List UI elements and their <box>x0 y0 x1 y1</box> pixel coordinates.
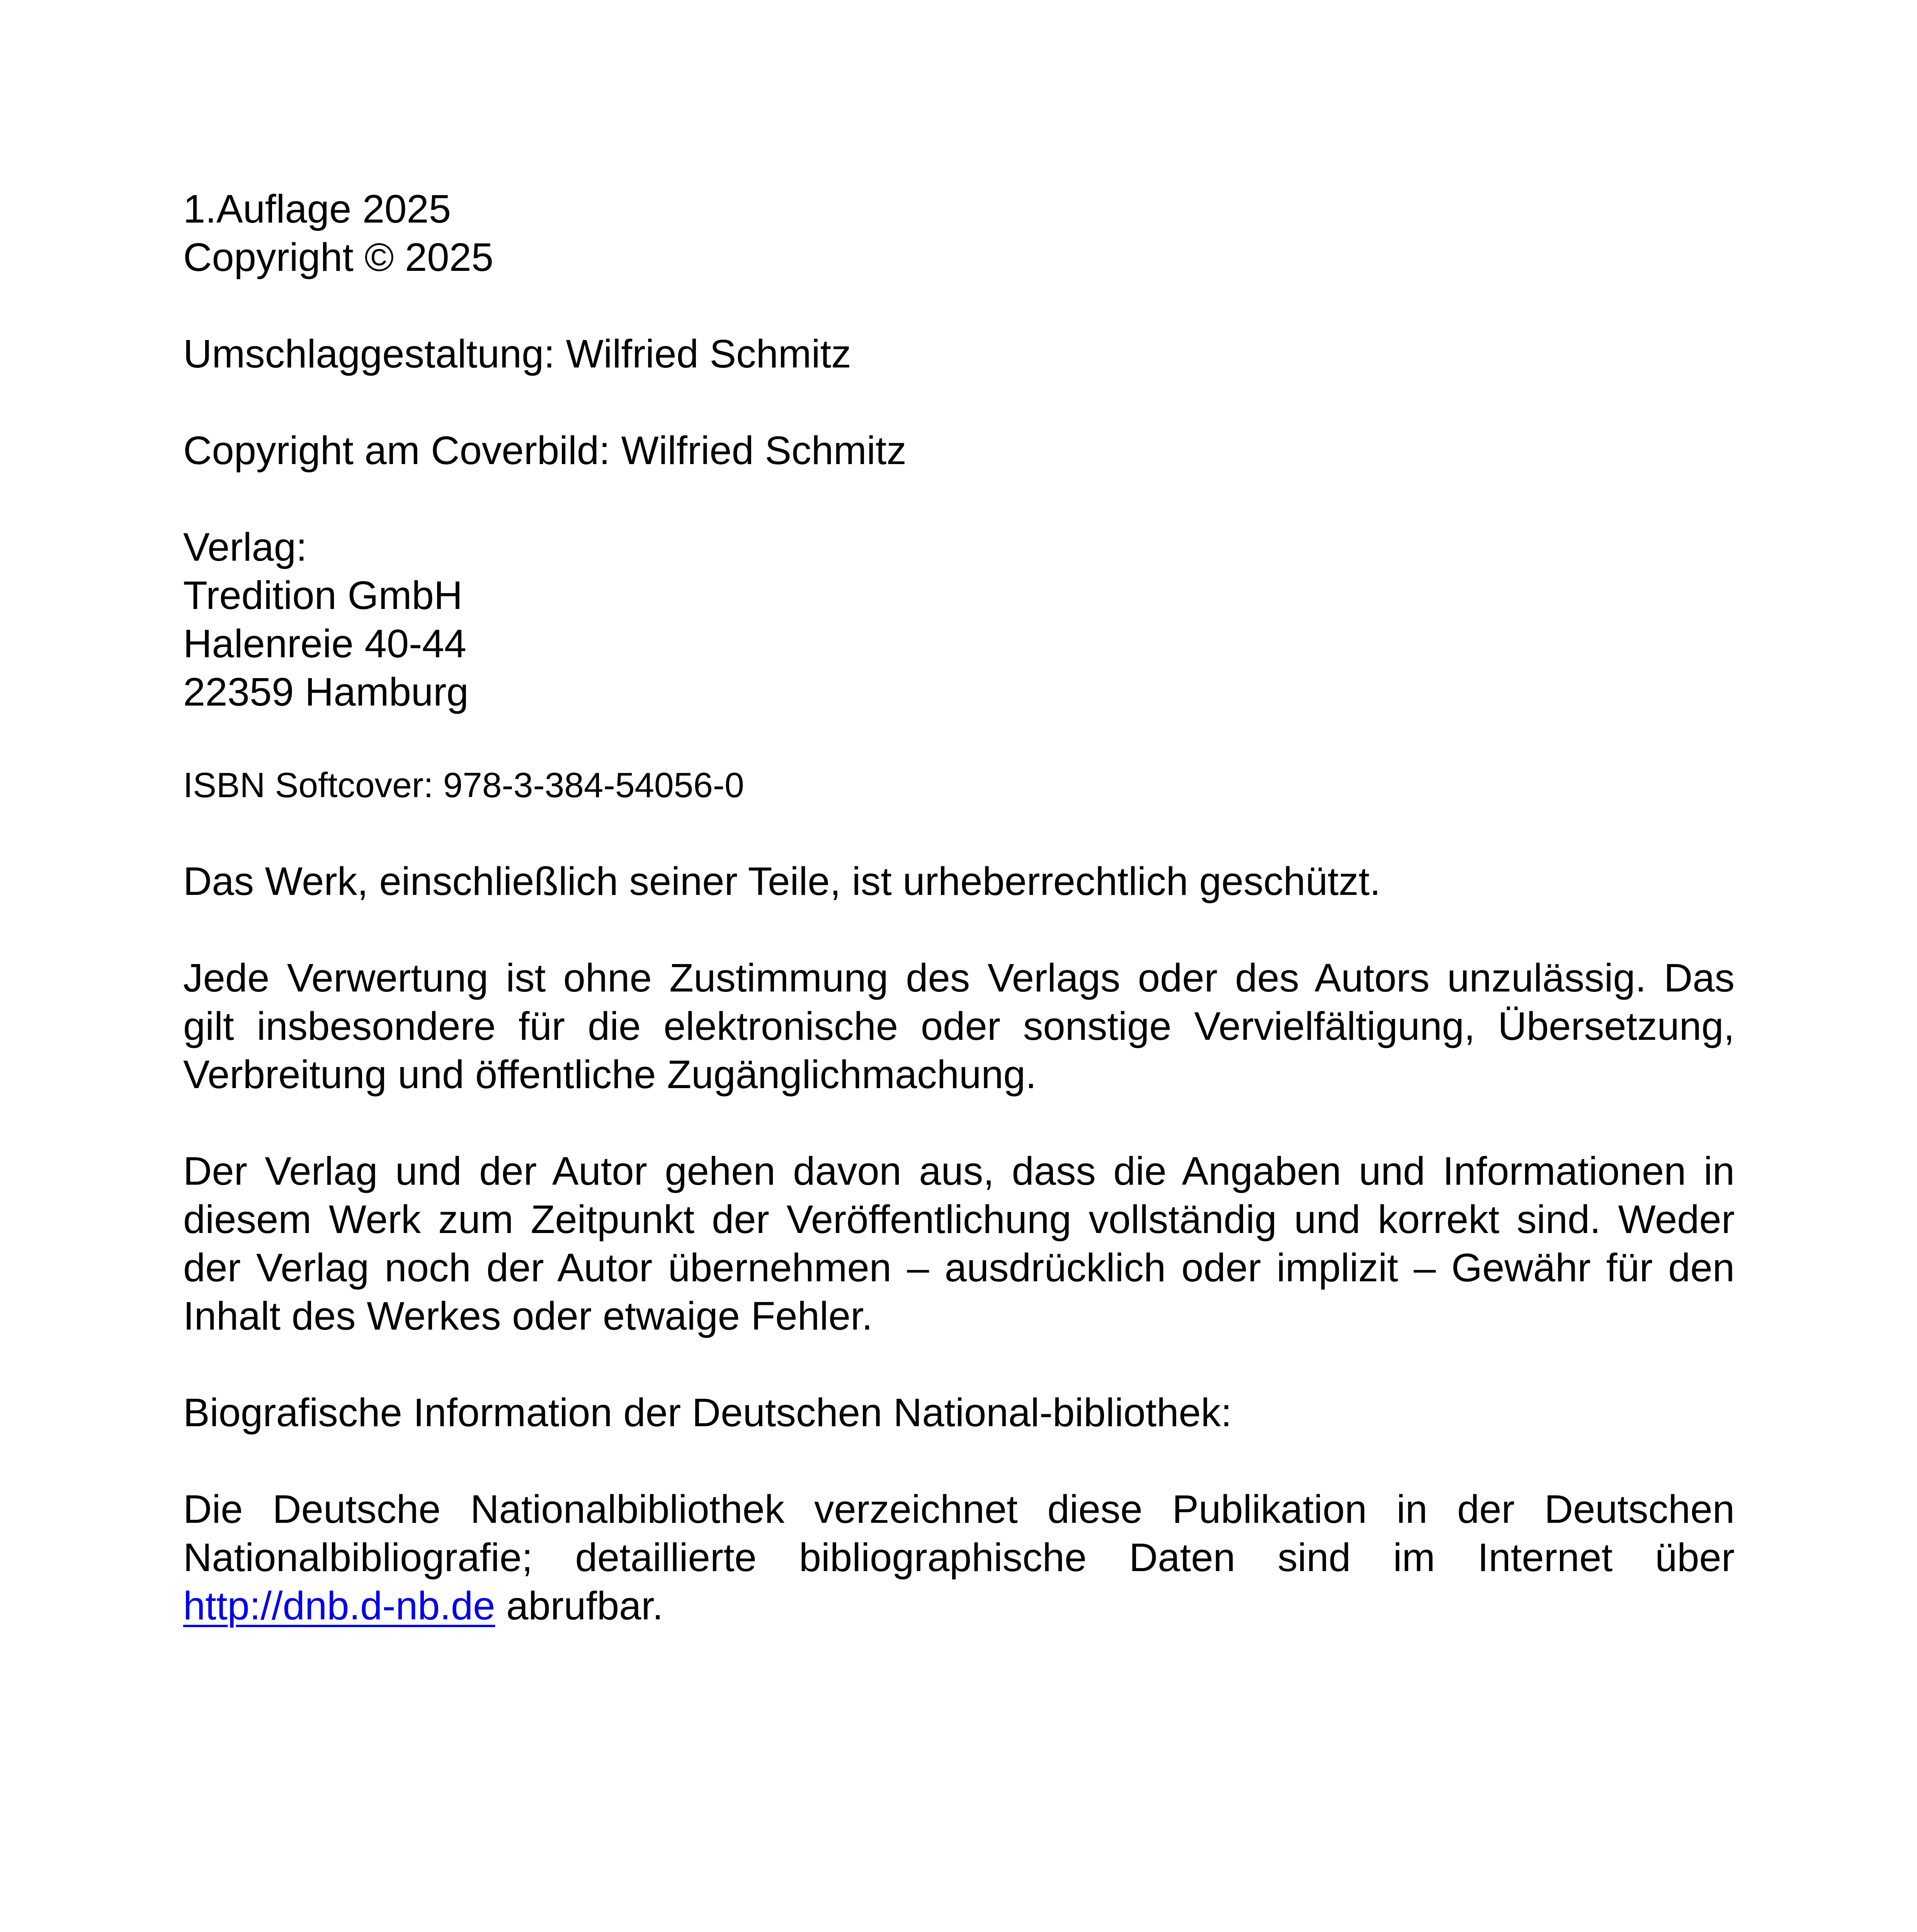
dnb-paragraph-last-line <box>183 1582 1735 1630</box>
copyright-line: Copyright © 2025 <box>183 235 494 279</box>
cover-copyright-line: Copyright am Coverbild: Wilfried Schmitz <box>183 428 907 473</box>
usage-paragraph-line: Verbreitung und öffentliche Zugänglichmachung. <box>183 1052 1037 1097</box>
dnb-paragraph-line: Nationalbibliografie; detaillierte bibliographische Daten sind im Internet über <box>183 1535 1735 1580</box>
dnb-link[interactable]: http://dnb.d-nb.de <box>183 1583 495 1628</box>
edition-block <box>183 185 1735 281</box>
publisher-block <box>183 523 1735 716</box>
liability-paragraph <box>183 1147 1735 1340</box>
publisher-street: Halenreie 40-44 <box>183 621 466 666</box>
publisher-label: Verlag: <box>183 525 307 569</box>
dnb-paragraph-line: Die Deutsche Nationalbibliothek verzeichnet diese Publikation in der Deutschen <box>183 1487 1735 1531</box>
edition-line: 1.Auflage 2025 <box>183 187 451 231</box>
liability-paragraph-line: Der Verlag und der Autor gehen davon aus, dass die Angaben und Informationen in <box>183 1149 1735 1193</box>
bibliographic-heading: Biografische Information der Deutschen National-bibliothek: <box>183 1390 1232 1435</box>
publisher-name: Tredition GmbH <box>183 573 463 617</box>
publisher-city: 22359 Hamburg <box>183 670 469 714</box>
dnb-paragraph-tail: abrufbar. <box>495 1583 663 1628</box>
liability-paragraph-line: der Verlag noch der Autor übernehmen – ausdrücklich oder implizit – Gewähr für den <box>183 1245 1735 1290</box>
usage-paragraph <box>183 954 1735 1099</box>
liability-paragraph-line: Inhalt des Werkes oder etwaige Fehler. <box>183 1294 873 1338</box>
cover-design-line: Umschlaggestaltung: Wilfried Schmitz <box>183 332 851 376</box>
rights-paragraph: Das Werk, einschließlich seiner Teile, ist urheberrechtlich geschützt. <box>183 859 1381 903</box>
isbn-line: ISBN Softcover: 978-3-384-54056-0 <box>183 766 744 805</box>
usage-paragraph-line: Jede Verwertung ist ohne Zustimmung des Verlags oder des Autors unzulässig. Das <box>183 956 1735 1000</box>
usage-paragraph-line: gilt insbesondere für die elektronische oder sonstige Vervielfältigung, Übersetzung, <box>183 1004 1735 1048</box>
liability-paragraph-line: diesem Werk zum Zeitpunkt der Veröffentlichung vollständig und korrekt sind. Weder <box>183 1197 1735 1242</box>
dnb-paragraph <box>183 1485 1735 1630</box>
